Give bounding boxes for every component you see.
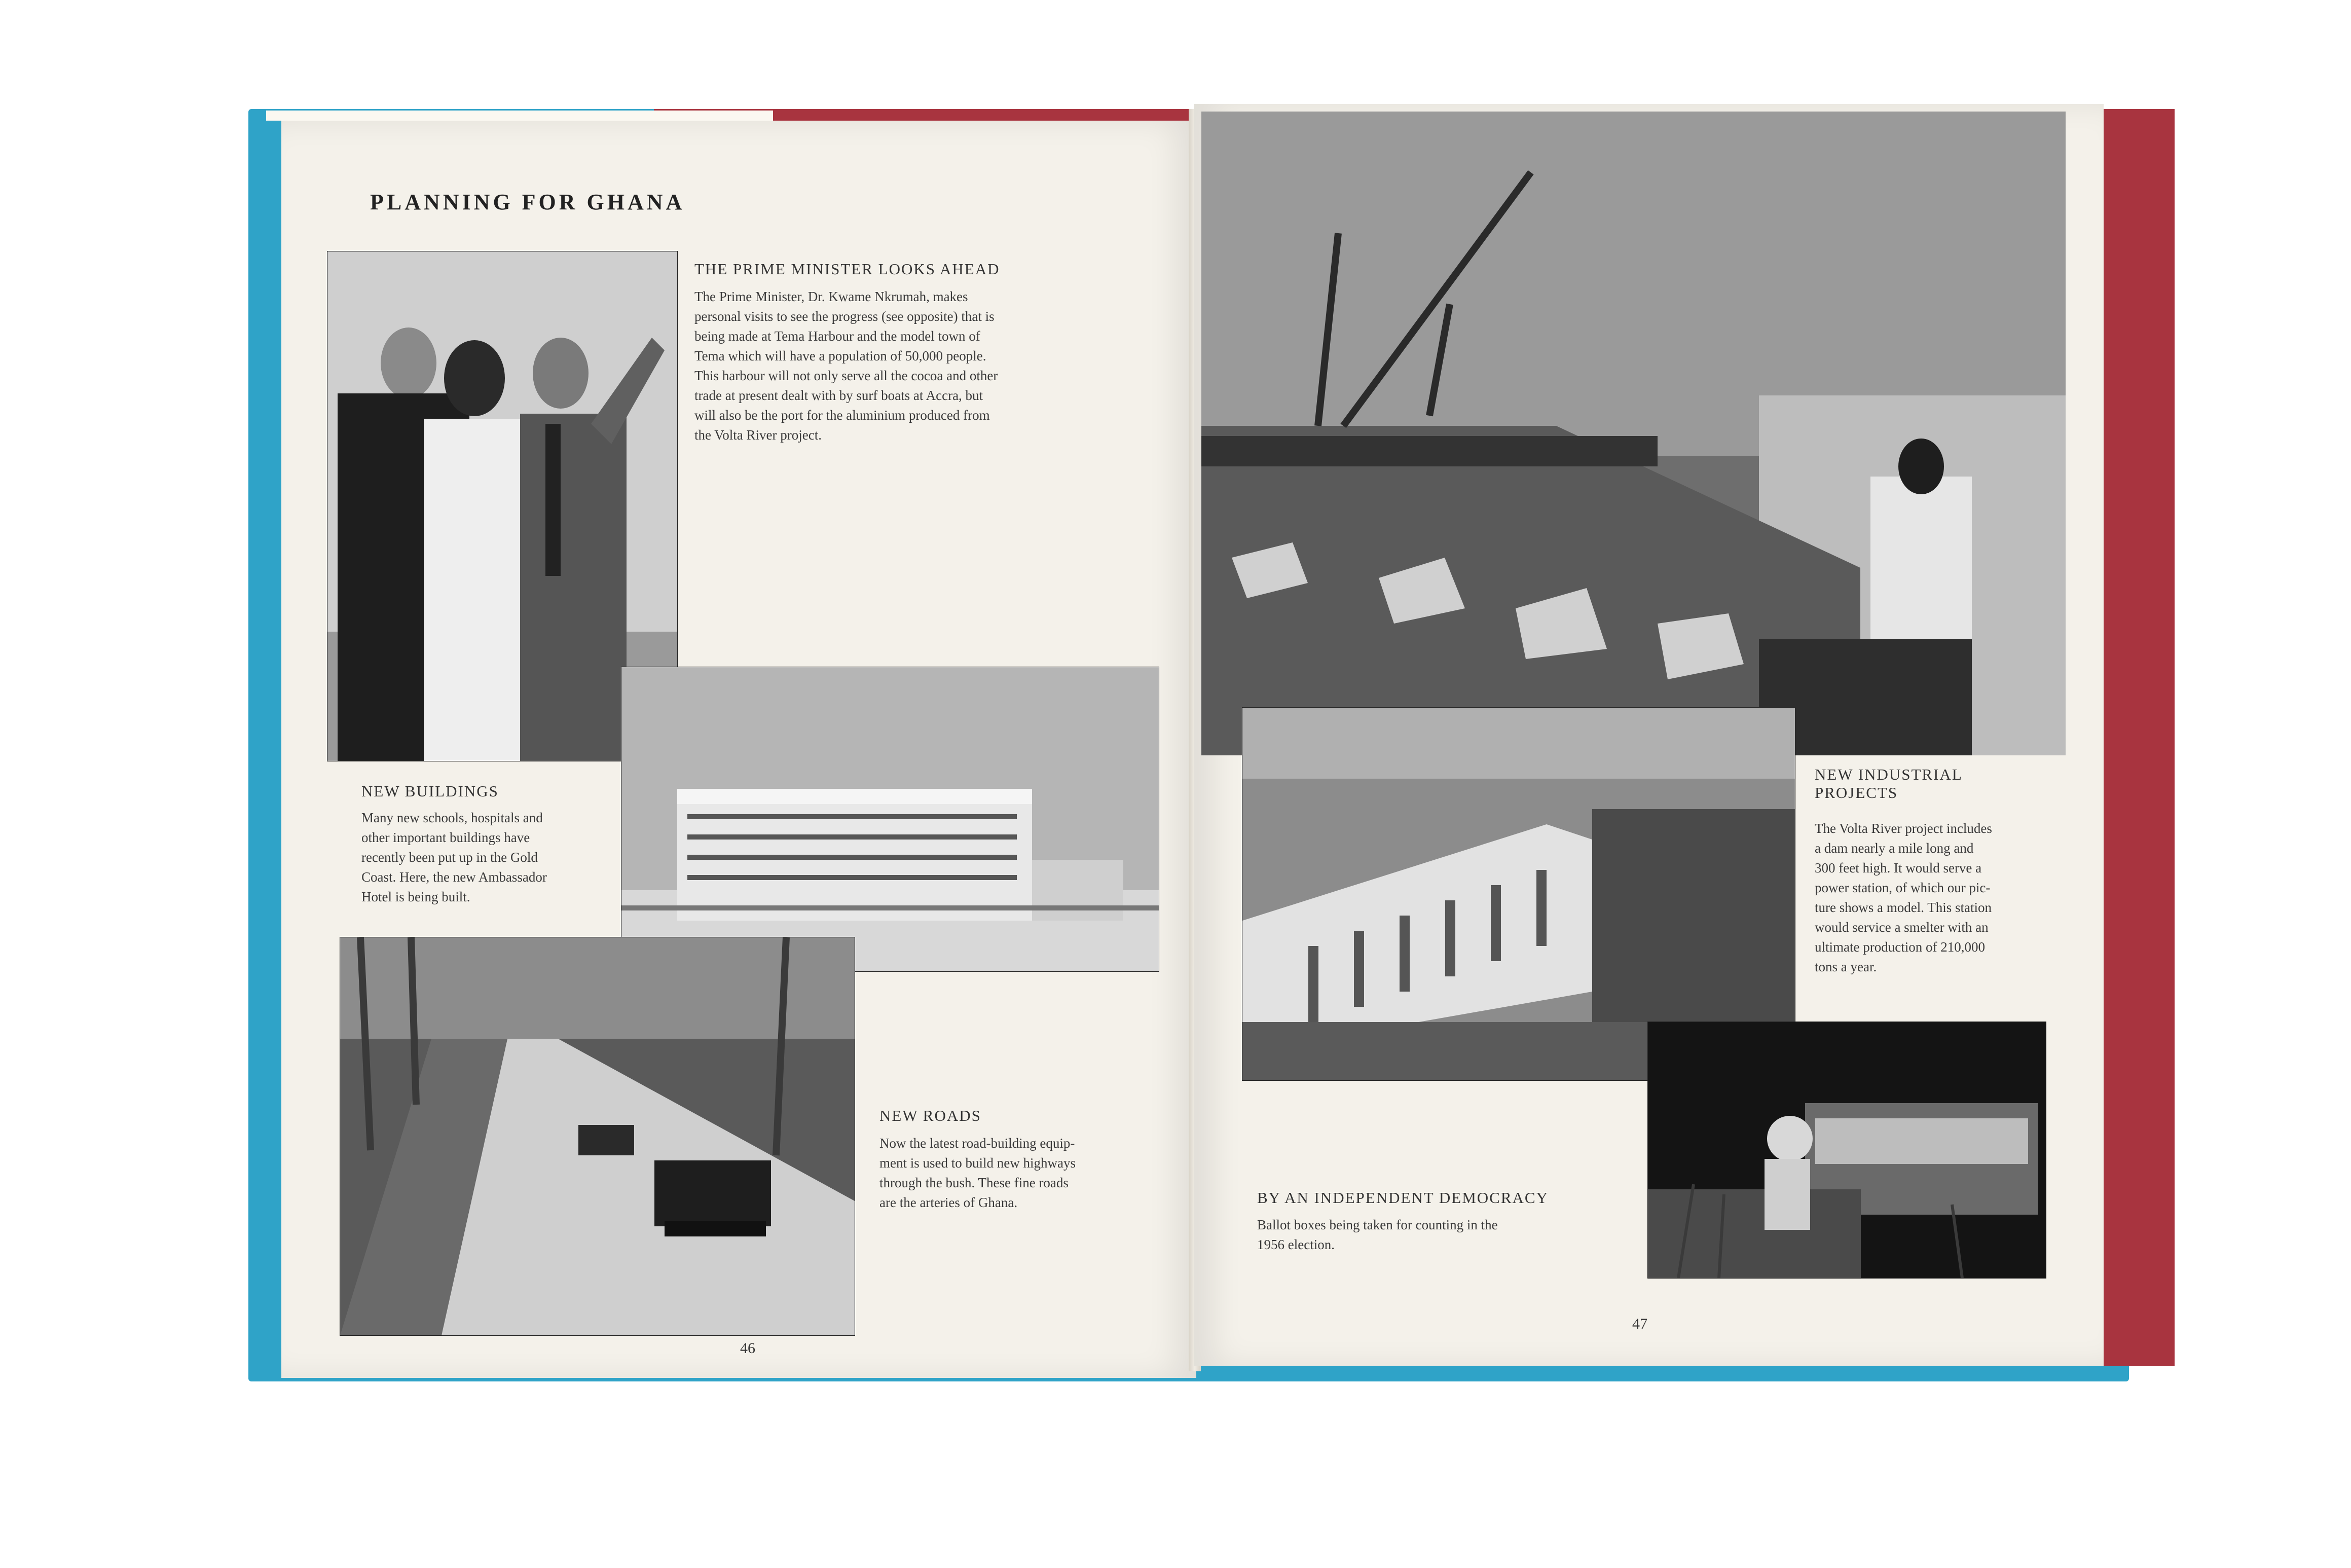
prime-minister-title: THE PRIME MINISTER LOOKS AHEAD — [694, 260, 1000, 278]
text-line: would service a smelter with an — [1815, 920, 1989, 935]
text-line: will also be the port for the aluminium produced from — [694, 408, 990, 423]
page-number-left: 46 — [740, 1340, 755, 1357]
text-line: Tema which will have a population of 50,000 people. — [694, 348, 986, 363]
text-line: Hotel is being built. — [361, 889, 470, 904]
ballot-boxes-photo — [1647, 1022, 2046, 1279]
text-line: recently been put up in the Gold — [361, 850, 538, 865]
text-line: 1956 election. — [1257, 1237, 1335, 1252]
text-line: are the arteries of Ghana. — [879, 1195, 1018, 1210]
new-roads-text — [879, 1134, 1173, 1213]
text-line: through the bush. These fine roads — [879, 1175, 1069, 1190]
new-roads-photo — [340, 937, 855, 1336]
text-line: being made at Tema Harbour and the model town of — [694, 329, 980, 344]
industrial-text — [1815, 819, 2068, 977]
text-line: ture shows a model. This station — [1815, 900, 1992, 915]
new-buildings-text — [361, 808, 610, 907]
text-line: other important buildings have — [361, 830, 530, 845]
text-line: trade at present dealt with by surf boats at Accra, but — [694, 388, 983, 403]
new-roads-title: NEW ROADS — [879, 1107, 981, 1124]
text-line: the Volta River project. — [694, 427, 822, 443]
text-line: 300 feet high. It would serve a — [1815, 860, 1982, 876]
text-line: ment is used to build new highways — [879, 1155, 1076, 1171]
text-line: power station, of which our pic- — [1815, 880, 1991, 895]
right-page — [1194, 104, 2104, 1366]
tema-harbour-photo — [1201, 112, 2066, 755]
text-line: Coast. Here, the new Ambassador — [361, 869, 547, 885]
text-line: tons a year. — [1815, 959, 1877, 974]
text-line: Now the latest road-building equip- — [879, 1136, 1075, 1151]
text-line: Many new schools, hospitals and — [361, 810, 543, 825]
text-line: This harbour will not only serve all the cocoa and other — [694, 368, 998, 383]
ambassador-hotel-photo — [621, 667, 1159, 972]
industrial-title — [1815, 765, 1963, 802]
text-line: The Prime Minister, Dr. Kwame Nkrumah, makes — [694, 289, 968, 304]
democracy-text — [1257, 1215, 1642, 1255]
page-edge — [266, 111, 773, 121]
democracy-title: BY AN INDEPENDENT DEMOCRACY — [1257, 1189, 1549, 1207]
new-buildings-title: NEW BUILDINGS — [361, 782, 499, 800]
page-number-right: 47 — [1632, 1316, 1647, 1332]
prime-minister-text — [694, 287, 1125, 445]
text-line: Ballot boxes being taken for counting in the — [1257, 1217, 1498, 1232]
left-page — [281, 121, 1196, 1378]
page-heading: PLANNING FOR GHANA — [370, 190, 685, 214]
text-line: ultimate production of 210,000 — [1815, 939, 1985, 955]
title-line: NEW INDUSTRIAL — [1815, 765, 1963, 783]
text-line: a dam nearly a mile long and — [1815, 841, 1974, 856]
title-line: PROJECTS — [1815, 784, 1898, 801]
text-line: The Volta River project includes — [1815, 821, 1992, 836]
text-line: personal visits to see the progress (see opposite) that is — [694, 309, 995, 324]
